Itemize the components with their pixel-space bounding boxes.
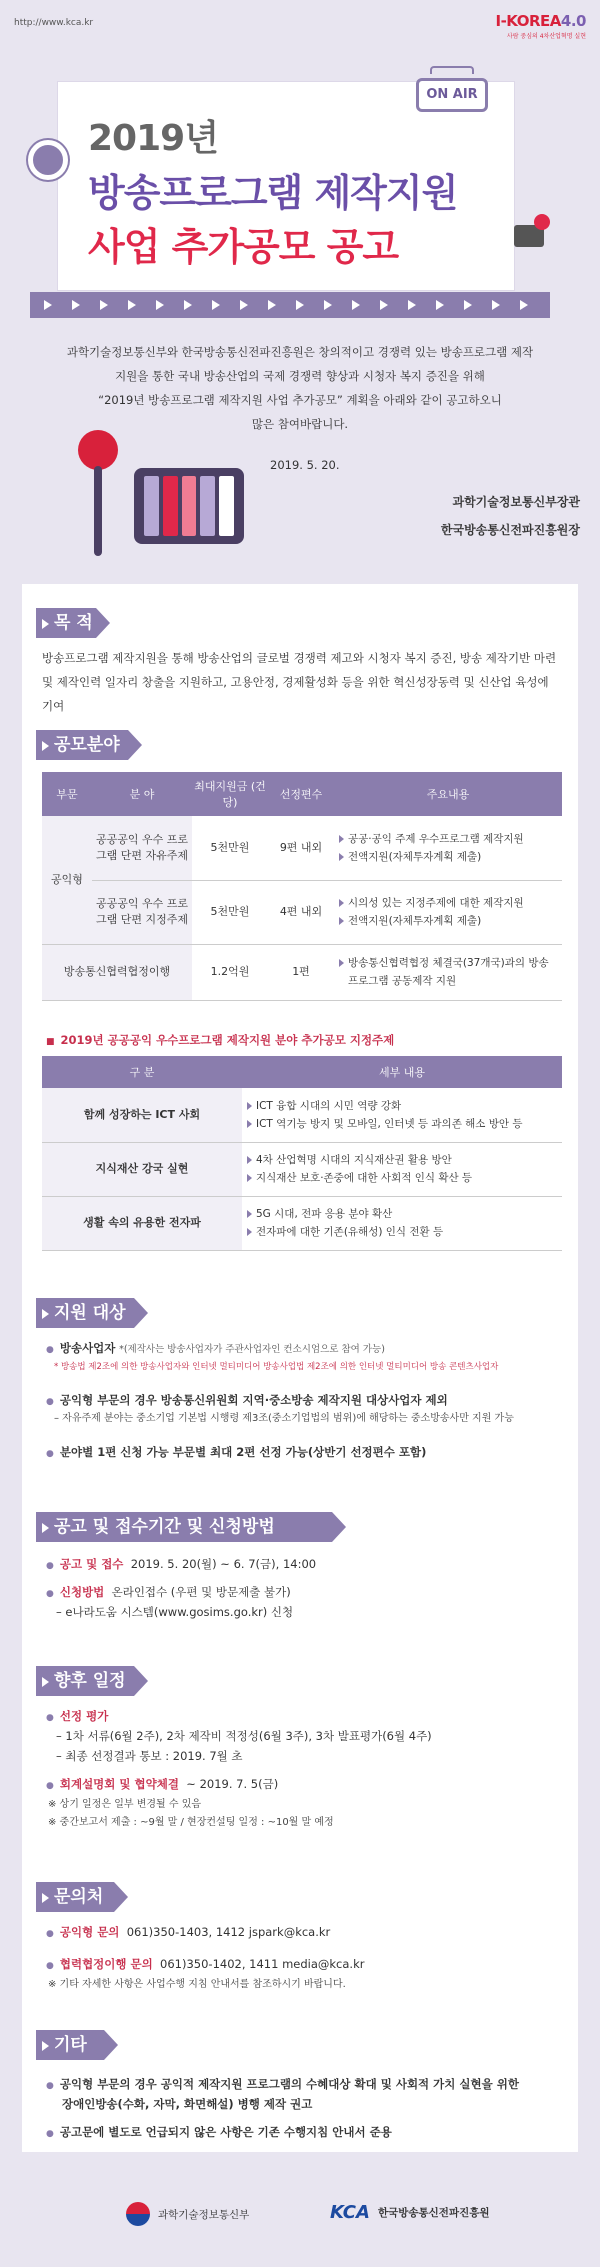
schedule-sub-2: – 최종 선정결과 통보 : 2019. 7월 초 [56, 1749, 243, 1763]
signature: 과학기술정보통신부장관 한국방송통신전파진흥원장 [440, 495, 580, 537]
table-row: 생활 속의 유용한 전자파 5G 시대, 전파 응용 분야 확산 전자파에 대한 기존(유해성) 인식 전환 등 [42, 1196, 562, 1250]
title-year: 2019년 [88, 118, 218, 159]
eligibility-item-3: ● 분야별 1편 신청 가능 부문별 최대 2편 선정 가능(상반기 선정편수 포함) [46, 1445, 427, 1459]
eligibility-item-2: ● 공익형 부문의 경우 방송통신위원회 지역·중소방송 제작지원 대상사업자 제외 [46, 1393, 448, 1407]
kca-logo: KCA 한국방송통신전파진흥원 [330, 2202, 490, 2223]
topics-title: ■ 2019년 공공공익 우수프로그램 제작지원 분야 추가공모 지정주제 [46, 1032, 394, 1048]
camera-lens-icon [534, 214, 550, 230]
onair-sign-top [430, 66, 474, 74]
eligibility-item-1: ● 방송사업자 *(제작사는 방송사업자가 주관사업자인 컨소시엄으로 참여 가능) [46, 1341, 385, 1355]
table-row: 함께 성장하는 ICT 사회 ICT 융합 시대의 시민 역량 강화 ICT 역기능 방지 및 모바일, 인터넷 등 과의존 해소 방안 등 [42, 1088, 562, 1142]
content-card [22, 584, 578, 2152]
schedule-item-2: ● 회계설명회 및 협약체결 ~ 2019. 7. 5(금) [46, 1777, 279, 1791]
announce-date: 2019. 5. 20. [270, 458, 340, 472]
table-row: 공익형 공공공익 우수 프로그램 단편 자유주제 5천만원 9편 내외 공공·공익 주제 우수프로그램 제작지원 전액지원(자체투자계획 제출) [42, 816, 562, 880]
section-schedule: 향후 일정 [36, 1666, 134, 1696]
taegeuk-icon [126, 2202, 150, 2226]
contact-note: ※ 기타 자세한 사항은 사업수행 지침 안내서를 참조하시기 바랍니다. [48, 1979, 346, 1990]
table-row: 지식재산 강국 실현 4차 산업혁명 시대의 지식재산권 활용 방안 지식재산 보호·존중에 대한 사회적 인식 확산 등 [42, 1142, 562, 1196]
logo-num: 4.0 [560, 12, 586, 30]
eligibility-note: * 방송법 제2조에 의한 방송사업자와 인터넷 멀티미디어 방송사업법 제2조에 의한 인터넷 멀티미디어 방송 콘텐츠사업자 [54, 1362, 499, 1372]
section-fields: 공모분야 [36, 730, 128, 760]
schedule-sub-1: – 1차 서류(6월 2주), 2차 제작비 적정성(6월 3주), 3차 발표평가(6월 4주) [56, 1729, 432, 1743]
section-purpose: 목 적 [36, 608, 96, 638]
logo-main-text: I-KOREA [495, 12, 561, 30]
microphone-icon [78, 430, 118, 470]
title-card [58, 82, 514, 290]
fields-table: 부문 분 야 최대지원금 (건당) 선정편수 주요내용 공익형 공공공익 우수 프로그램 단편 자유주제 5천만원 9편 내외 공공·공익 주제 우수프로그램 제작지원 전액지원(자체투자계획 제출) 공공공익 우수 프로그램 단편 지정주제 5천만원 4편 내외 시의성 있는 지정주제에 대한 제작지원 전액지원(자체투자계획 제출) 방송통신협력협정이행 1.2억원 1편 방송통신협력협정 체결국(37개국)과의 방송프로그램 공동제작 지원 [42, 772, 562, 1001]
title-line3: 사업 추가공모 공고 [88, 225, 399, 269]
topics-table: 구 분 세부 내용 함께 성장하는 ICT 사회 ICT 융합 시대의 시민 역량 강화 ICT 역기능 방지 및 모바일, 인터넷 등 과의존 해소 방안 등 지식재산 강국 실현 4차 산업혁명 시대의 지식재산권 활용 방안 지식재산 보호·존중에 대한 사회적 인식 확산 등 생활 속의 유용한 전자파 5G 시대, 전파 응용 분야 확산 전자파에 대한 기존(유해성) 인식 전환 등 [42, 1056, 562, 1251]
etc-item-2: ● 공고문에 별도로 언급되지 않은 사항은 기존 수행지침 안내서 준용 [46, 2125, 392, 2139]
schedule-note-2: ※ 중간보고서 제출 : ~9월 말 / 현장컨설팅 일정 : ~10월 말 예정 [48, 1817, 334, 1828]
ikorea-logo [496, 12, 587, 40]
eligibility-sub: – 자유주제 분야는 중소기업 기본법 시행령 제3조(중소기업법의 범위)에 해당하는 중소방송사만 지원 가능 [54, 1413, 514, 1424]
onair-sign: ON AIR [416, 78, 488, 112]
filmstrip-decoration [30, 292, 550, 318]
etc-item-1: ● 공익형 부문의 경우 공익적 제작지원 프로그램의 수혜대상 확대 및 사회적 가치 실현을 위한 [46, 2077, 519, 2091]
section-contact: 문의처 [36, 1882, 114, 1912]
section-period: 공고 및 접수기간 및 신청방법 [36, 1512, 332, 1542]
table-row: 방송통신협력협정이행 1.2억원 1편 방송통신협력협정 체결국(37개국)과의 방송프로그램 공동제작 지원 [42, 944, 562, 1000]
ministry-logo: 과학기술정보통신부 [126, 2202, 249, 2226]
period-sub: – e나라도움 시스템(www.gosims.go.kr) 신청 [56, 1605, 294, 1619]
section-eligibility: 지원 대상 [36, 1298, 134, 1328]
schedule-note-1: ※ 상기 일정은 일부 변경될 수 있음 [48, 1799, 202, 1810]
site-url[interactable]: http://www.kca.kr [14, 18, 94, 28]
tv-icon [134, 468, 244, 544]
intro-text: 과학기술정보통신부와 한국방송통신전파진흥원은 창의적이고 경쟁력 있는 방송프로그램 제작 지원을 통한 국내 방송산업의 국제 경쟁력 향상과 시청자 복지 증진을 위해 “2019년 방송프로그램 제작지원 사업 추가공모” 계획을 아래와 같이 공고하오니 많은 참여바랍니다. [66, 345, 534, 431]
schedule-item-1: ● 선정 평가 [46, 1709, 109, 1723]
logo-sub: 사람 중심의 4차산업혁명 실현 [506, 33, 586, 40]
title-line2: 방송프로그램 제작지원 [88, 171, 458, 215]
microphone-handle [94, 466, 102, 556]
footer [0, 2180, 600, 2250]
period-item-2: ● 신청방법 온라인접수 (우편 및 방문제출 불가) [46, 1585, 291, 1599]
period-item-1: ● 공고 및 접수 2019. 5. 20(월) ~ 6. 7(금), 14:00 [46, 1557, 317, 1571]
section-etc: 기타 [36, 2030, 104, 2060]
contact-item-1: ● 공익형 문의 061)350-1403, 1412 jspark@kca.kr [46, 1925, 331, 1939]
etc-item-1b: 장애인방송(수화, 자막, 화면해설) 병행 제작 권고 [62, 2097, 313, 2111]
film-reel-icon [28, 140, 68, 180]
contact-item-2: ● 협력협정이행 문의 061)350-1402, 1411 media@kca.kr [46, 1957, 365, 1971]
purpose-text: 방송프로그램 제작지원을 통해 방송산업의 글로벌 경쟁력 제고와 시청자 복지 증진, 방송 제작기반 마련 및 제작인력 일자리 창출을 지원하고, 고용안정, 경제활성화 등을 위한 혁신성장동력 및 신산업 육성에 기여 [42, 651, 557, 713]
table-row: 공공공익 우수 프로그램 단편 지정주제 5천만원 4편 내외 시의성 있는 지정주제에 대한 제작지원 전액지원(자체투자계획 제출) [42, 880, 562, 944]
